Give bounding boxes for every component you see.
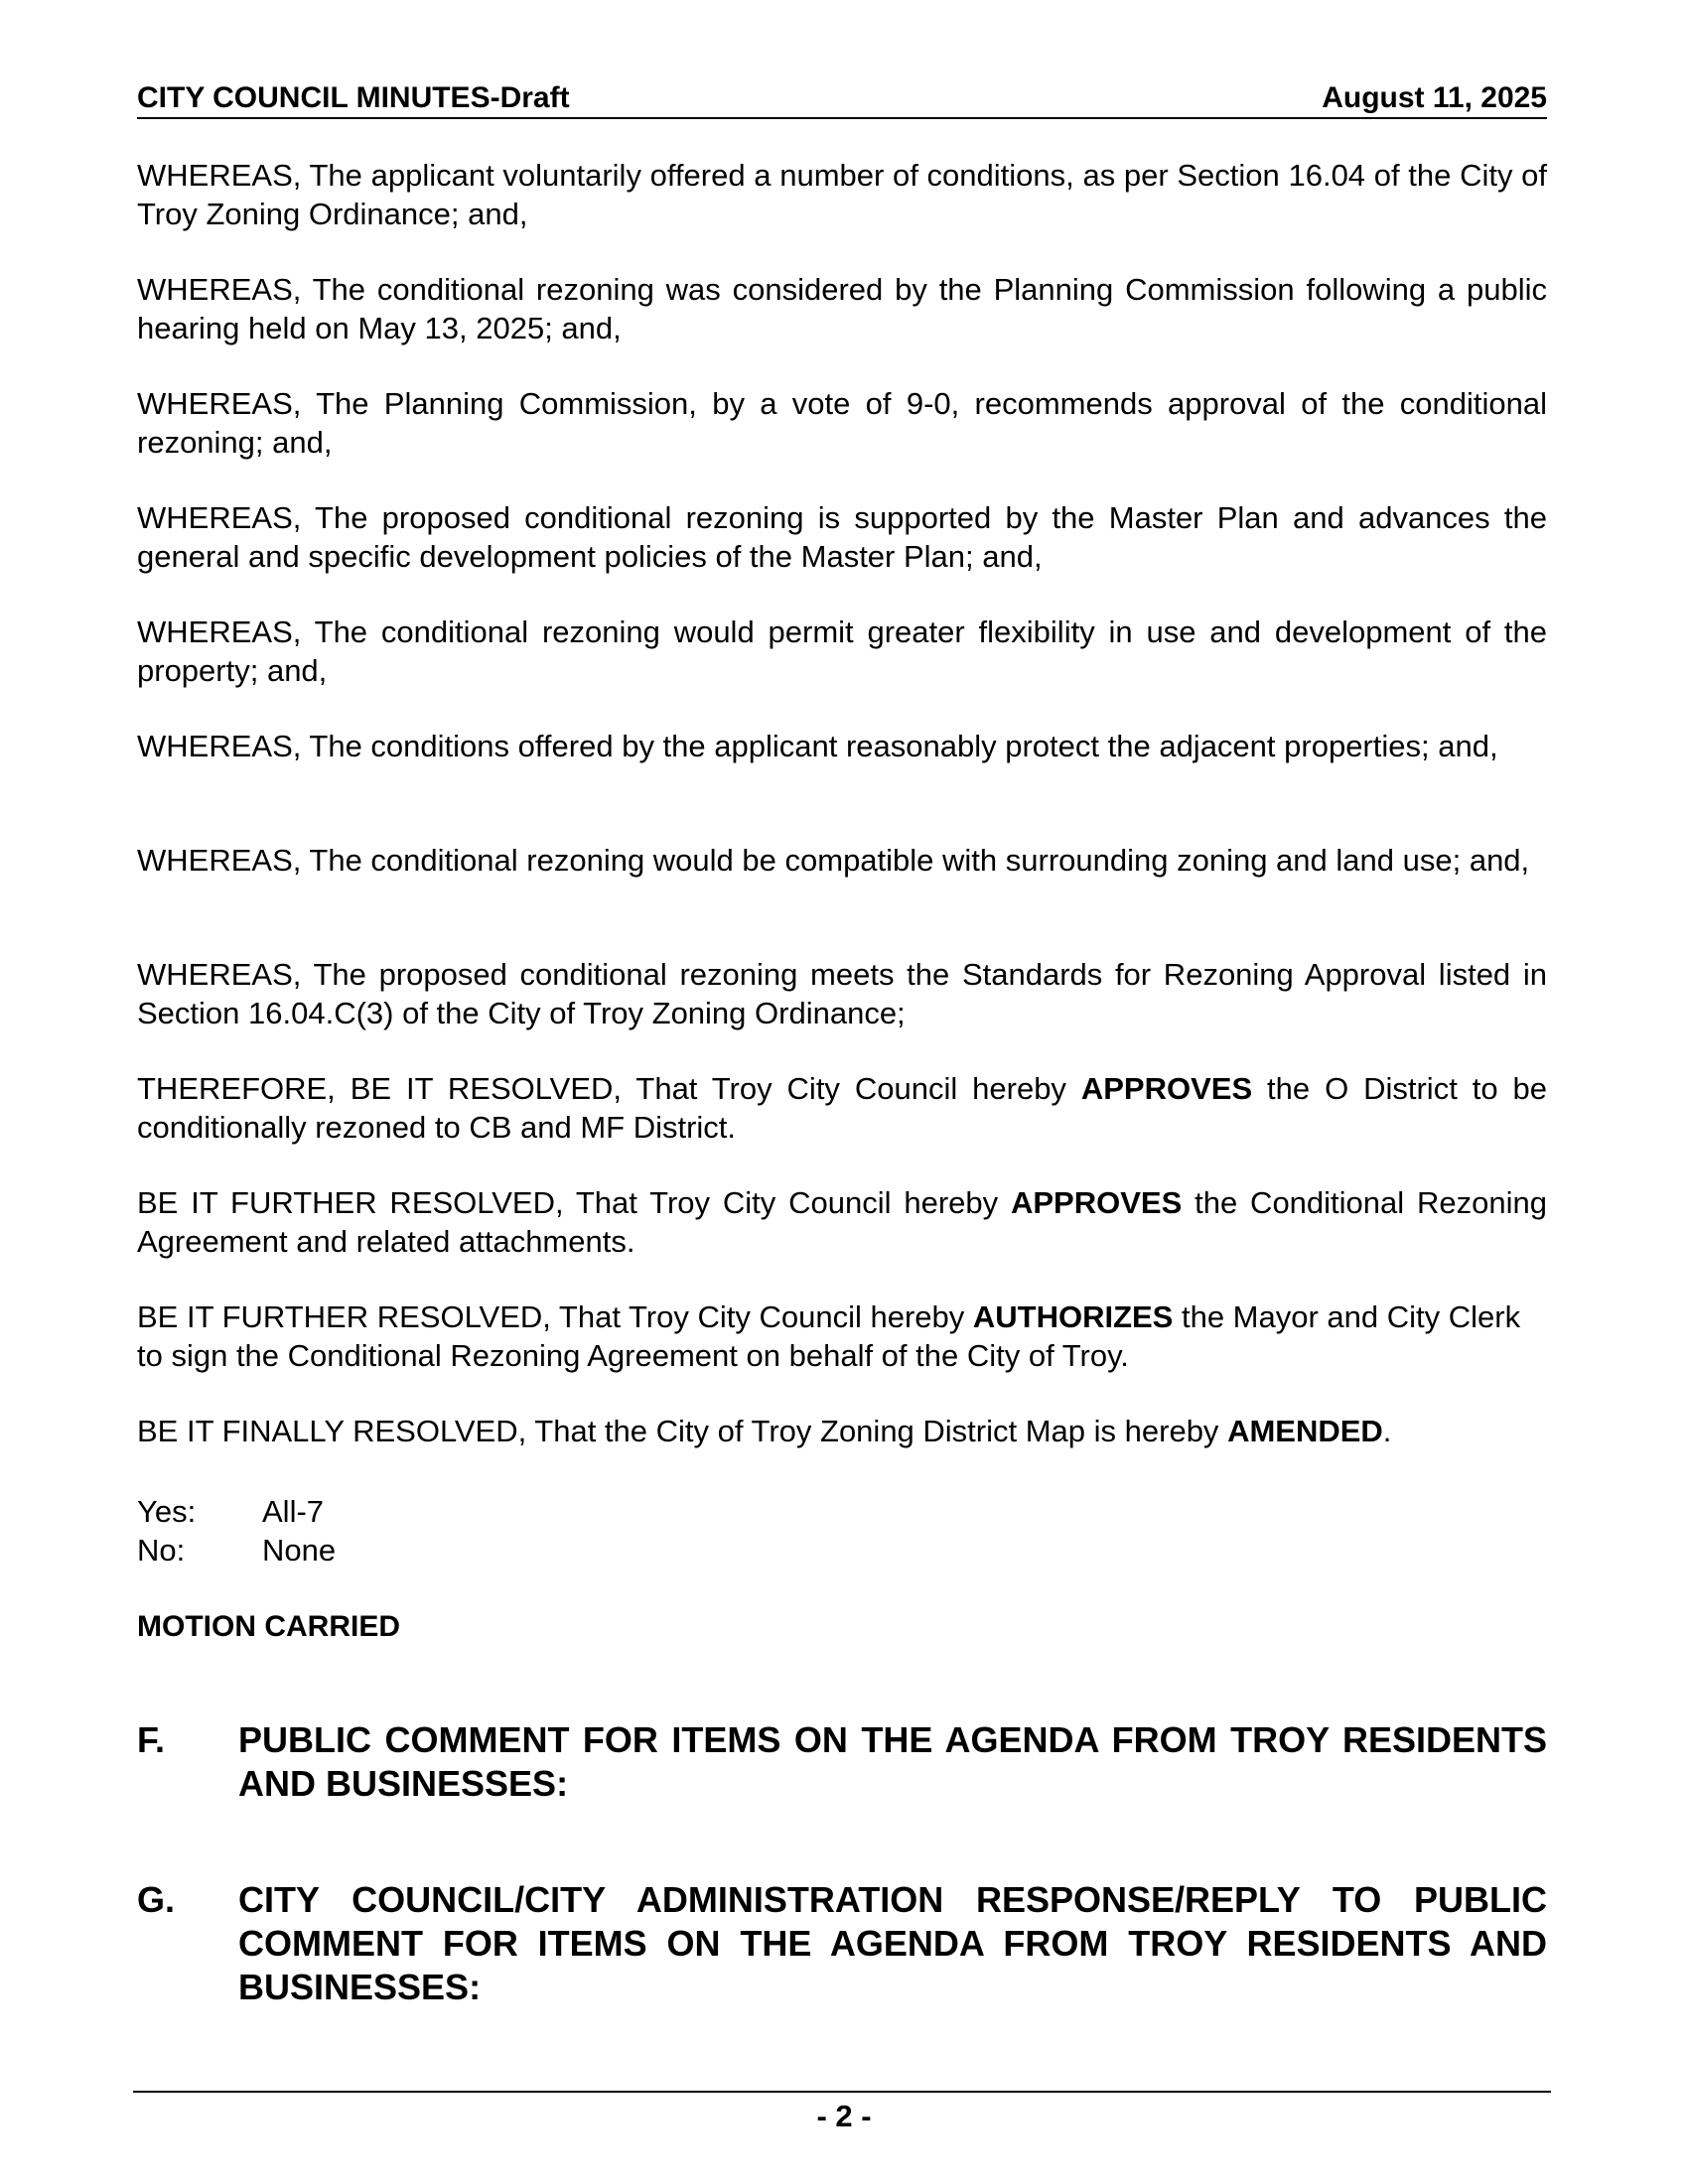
whereas-paragraph-2: WHEREAS, The conditional rezoning was considered by the Planning Commission following a public hearing held on May 13, 2025; and, — [137, 272, 1547, 345]
vote-yes-value: All-7 — [262, 1494, 325, 1529]
whereas-paragraph-5: WHEREAS, The conditional rezoning would permit greater flexibility in use and development of the property; and, — [137, 614, 1547, 688]
resolution-text: the O District to be conditionally rezoned to CB and MF District. — [137, 1071, 1547, 1145]
resolution-text: THEREFORE, BE IT RESOLVED, That Troy City Council hereby — [137, 1071, 1081, 1106]
whereas-paragraph-8: WHEREAS, The proposed conditional rezoning meets the Standards for Rezoning Approval listed in Section 16.04.C(3) of the City of Troy Zoning Ordinance; — [137, 957, 1547, 1030]
vote-yes-label: Yes: — [137, 1494, 197, 1529]
resolution-text: BE IT FURTHER RESOLVED, That Troy City Council hereby — [137, 1299, 973, 1334]
footer-divider — [133, 2091, 1551, 2093]
page-header — [137, 79, 1547, 119]
resolution-action: AUTHORIZES — [972, 1299, 1174, 1334]
section-g-heading — [137, 1878, 1547, 2009]
resolution-text: BE IT FINALLY RESOLVED, That the City of Troy Zoning District Map is hereby — [137, 1414, 1228, 1448]
resolution-action: APPROVES — [1010, 1185, 1183, 1220]
resolution-paragraph-3 — [137, 1298, 1547, 1375]
section-title: CITY COUNCIL/CITY ADMINISTRATION RESPONSE/REPLY TO PUBLIC COMMENT FOR ITEMS ON THE AGENDA FROM TROY RESIDENTS AND BUSINESSES: — [238, 1879, 1547, 2007]
vote-no-value: None — [262, 1532, 337, 1568]
whereas-paragraph-4: WHEREAS, The proposed conditional rezoning is supported by the Master Plan and advances the general and specific development policies of the Master Plan; and, — [137, 500, 1547, 574]
resolution-paragraph-2 — [137, 1184, 1547, 1261]
resolution-paragraph-1 — [137, 1070, 1547, 1147]
whereas-paragraph-1: WHEREAS, The applicant voluntarily offered a number of conditions, as per Section 16.04 of the City of Troy Zoning Ordinance; and, — [137, 158, 1547, 231]
resolution-text: the Conditional Rezoning Agreement and related attachments. — [137, 1185, 1547, 1259]
meeting-date: August 11, 2025 — [1322, 81, 1547, 114]
section-title: PUBLIC COMMENT FOR ITEMS ON THE AGENDA FROM TROY RESIDENTS AND BUSINESSES: — [238, 1719, 1547, 1804]
vote-yes-row — [137, 1493, 336, 1532]
resolution-text: BE IT FURTHER RESOLVED, That Troy City Council hereby — [137, 1185, 1011, 1220]
resolution-text: . — [1382, 1414, 1392, 1448]
resolution-text: the Mayor and City Clerk to sign the Conditional Rezoning Agreement on behalf of the City of Troy. — [137, 1299, 1521, 1373]
whereas-paragraph-6: WHEREAS, The conditions offered by the applicant reasonably protect the adjacent properties; and, — [137, 729, 1498, 763]
vote-no-label: No: — [137, 1532, 186, 1568]
section-number: F. — [137, 1719, 166, 1760]
resolution-action: AMENDED — [1227, 1414, 1383, 1448]
vote-record — [137, 1493, 336, 1570]
motion-carried: MOTION CARRIED — [137, 1610, 400, 1643]
whereas-paragraph-7: WHEREAS, The conditional rezoning would be compatible with surrounding zoning and land use; and, — [137, 843, 1530, 878]
document-title: CITY COUNCIL MINUTES-Draft — [137, 81, 570, 114]
resolution-action: APPROVES — [1080, 1071, 1253, 1106]
resolution-paragraph-4 — [137, 1413, 1547, 1451]
section-f-heading — [137, 1718, 1547, 1806]
page-number: - 2 - — [816, 2099, 872, 2133]
whereas-paragraph-3: WHEREAS, The Planning Commission, by a vote of 9-0, recommends approval of the conditional rezoning; and, — [137, 386, 1547, 460]
vote-no-row — [137, 1532, 336, 1570]
section-number: G. — [137, 1879, 176, 1920]
